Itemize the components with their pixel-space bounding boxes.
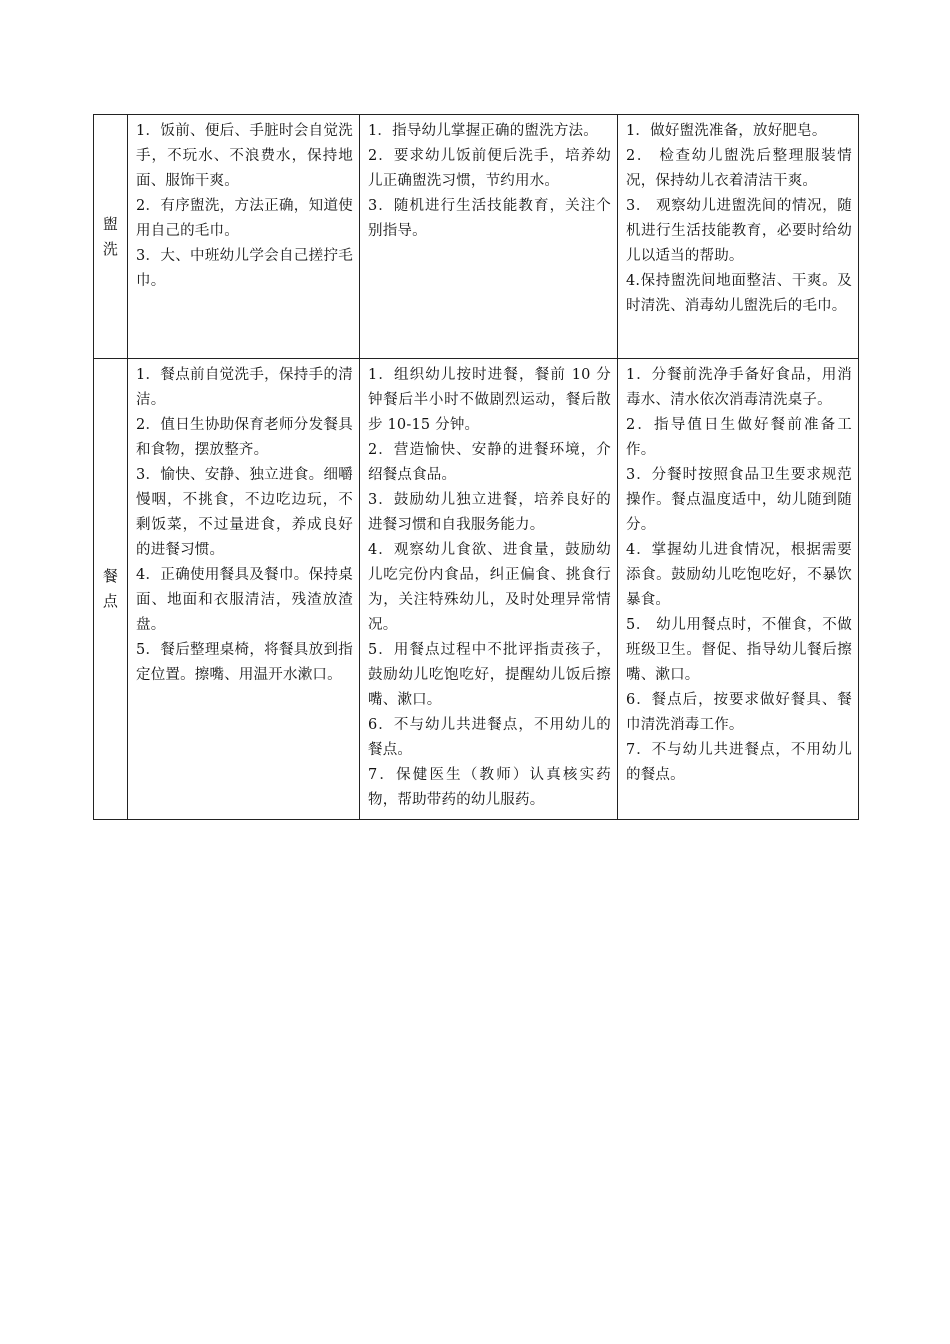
list-item: 3．大、中班幼儿学会自己搓拧毛巾。 [136, 248, 353, 289]
list-item: 2．指导值日生做好餐前准备工作。 [626, 417, 852, 458]
list-item: 2．值日生协助保育老师分发餐具和食物，摆放整齐。 [136, 417, 353, 458]
list-item: 1．指导幼儿掌握正确的盥洗方法。 [368, 123, 598, 139]
list-item: 2． 检查幼儿盥洗后整理服装情况，保持幼儿衣着清洁干爽。 [626, 148, 852, 189]
list-item: 4.保持盥洗间地面整洁、干爽。及时清洗、消毒幼儿盥洗后的毛巾。 [626, 273, 852, 314]
caregiver-duties-cell [618, 359, 859, 820]
category-label: 餐点 [102, 567, 119, 610]
child-requirements-cell [128, 359, 360, 820]
child-requirements-cell [128, 115, 360, 359]
teacher-duties-cell [360, 115, 618, 359]
list-item: 3．愉快、安静、独立进食。细嚼慢咽，不挑食，不边吃边玩，不剩饭菜，不过量进食，养成良好的进餐习惯。 [136, 467, 353, 558]
category-label: 盥洗 [102, 214, 119, 258]
list-item: 3． 观察幼儿进盥洗间的情况，随机进行生活技能教育，必要时给幼儿以适当的帮助。 [626, 198, 852, 264]
list-item: 1．饭前、便后、手脏时会自觉洗手，不玩水、不浪费水，保持地面、服饰干爽。 [136, 123, 353, 189]
list-item: 2．营造愉快、安静的进餐环境，介绍餐点食品。 [368, 442, 611, 483]
list-item: 4．观察幼儿食欲、进食量，鼓励幼儿吃完份内食品，纠正偏食、挑食行为，关注特殊幼儿，及时处理异常情况。 [368, 542, 611, 633]
list-item: 1．分餐前洗净手备好食品，用消毒水、清水依次消毒清洗桌子。 [626, 367, 852, 408]
list-item: 1．做好盥洗准备，放好肥皂。 [626, 123, 827, 139]
list-item: 5．用餐点过程中不批评指责孩子，鼓励幼儿吃饱吃好，提醒幼儿饭后擦嘴、漱口。 [368, 642, 611, 708]
caregiver-duties-cell [618, 115, 859, 359]
teacher-duties-cell [360, 359, 618, 820]
list-item: 5．餐后整理桌椅，将餐具放到指定位置。擦嘴、用温开水漱口。 [136, 642, 353, 683]
list-item: 3．分餐时按照食品卫生要求规范操作。餐点温度适中，幼儿随到随分。 [626, 467, 852, 533]
list-item: 6．餐点后，按要求做好餐具、餐巾清洗消毒工作。 [626, 692, 852, 733]
list-item: 7．保健医生（教师）认真核实药物，帮助带药的幼儿服药。 [368, 767, 611, 808]
table-row-washing [94, 115, 859, 359]
routine-table [93, 114, 859, 820]
list-item: 3．鼓励幼儿独立进餐，培养良好的进餐习惯和自我服务能力。 [368, 492, 611, 533]
list-item: 2．要求幼儿饭前便后洗手，培养幼儿正确盥洗习惯，节约用水。 [368, 148, 611, 189]
list-item: 1．组织幼儿按时进餐，餐前 10 分钟餐后半小时不做剧烈运动，餐后散步 10-15 分钟。 [368, 367, 611, 433]
list-item: 7．不与幼儿共进餐点，不用幼儿的餐点。 [626, 742, 852, 783]
list-item: 1．餐点前自觉洗手，保持手的清洁。 [136, 367, 353, 408]
list-item: 4．正确使用餐具及餐巾。保持桌面、地面和衣服清洁，残渣放渣盘。 [136, 567, 353, 633]
category-cell [94, 115, 128, 359]
list-item: 3．随机进行生活技能教育，关注个别指导。 [368, 198, 611, 239]
list-item: 6．不与幼儿共进餐点，不用幼儿的餐点。 [368, 717, 611, 758]
list-item: 5． 幼儿用餐点时，不催食，不做班级卫生。督促、指导幼儿餐后擦嘴、漱口。 [626, 617, 852, 683]
list-item: 4．掌握幼儿进食情况，根据需要添食。鼓励幼儿吃饱吃好，不暴饮暴食。 [626, 542, 852, 608]
list-item: 2．有序盥洗，方法正确，知道使用自己的毛巾。 [136, 198, 353, 239]
table-row-meals [94, 359, 859, 820]
category-cell [94, 359, 128, 820]
